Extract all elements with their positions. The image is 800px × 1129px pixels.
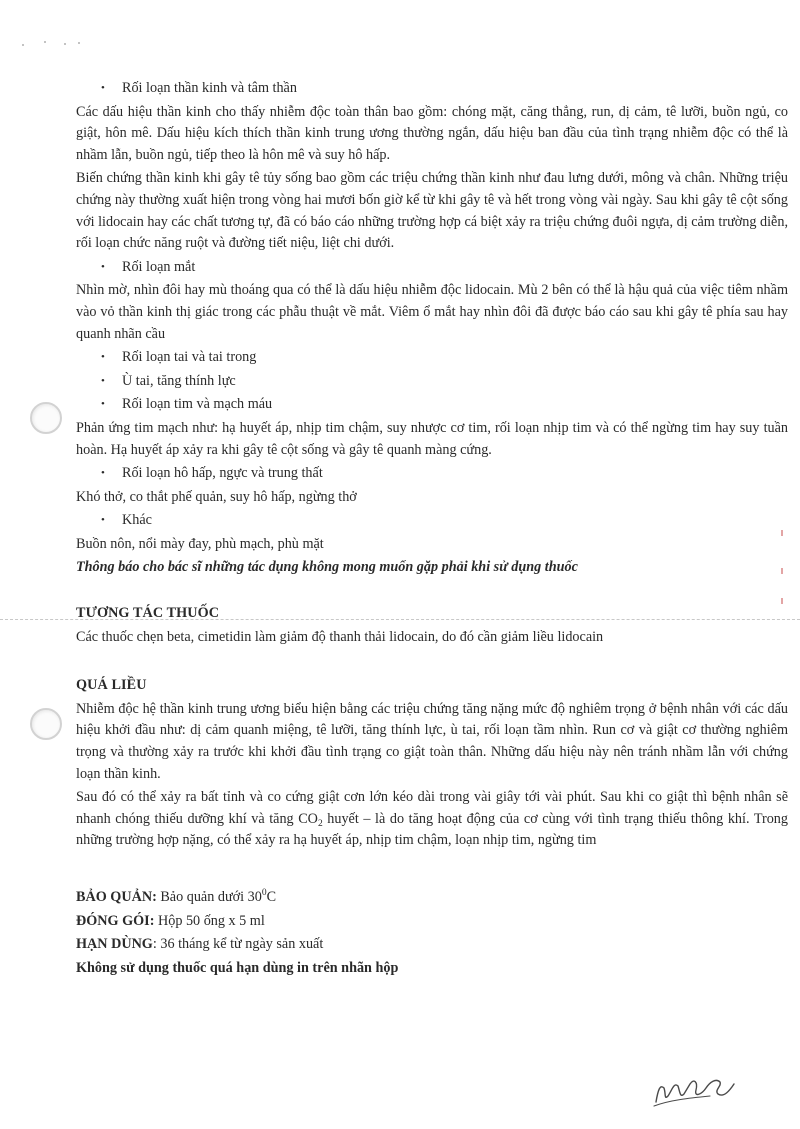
bullet-icon: •: [101, 82, 105, 94]
subsection-title: Rối loạn mắt: [122, 258, 196, 275]
scan-speck: [22, 44, 24, 46]
packaging-line: [76, 911, 788, 933]
notice-text: Thông báo cho bác sĩ những tác dụng không mong muốn gặp phải khi sử dụng thuốc: [76, 559, 578, 576]
handwritten-signature: [650, 1060, 770, 1110]
bullet-icon: •: [101, 467, 105, 480]
section-heading-overdose: QUÁ LIỀU: [76, 677, 147, 694]
subsection-title: Khác: [122, 512, 152, 529]
subsection-tinnitus: [76, 371, 788, 393]
bullet-icon: •: [101, 514, 105, 527]
packaging-value: Hộp 50 ống x 5 ml: [154, 912, 265, 929]
paragraph: Phản ứng tim mạch như: hạ huyết áp, nhịp tim chậm, suy nhược cơ tim, rối loạn nhịp tim và có thể ngừng tim hay suy tuần hoàn. Hạ huyết áp xảy ra khi gây tê cột sống và gây tê quanh màng cứng.: [76, 419, 788, 458]
bullet-icon: •: [101, 398, 105, 411]
superscript: 0: [261, 888, 267, 898]
punch-hole: [30, 708, 62, 740]
subsection-ear: [76, 347, 788, 369]
paragraph: [76, 787, 788, 852]
storage-value: Bảo quản dưới 30: [156, 889, 262, 905]
subsection-title: Ù tai, tăng thính lực: [122, 372, 236, 389]
subsection-title: Rối loạn hô hấp, ngực và trung thất: [122, 465, 323, 482]
subsection-title: Rối loạn tai và tai trong: [122, 349, 257, 366]
storage-line: [76, 887, 788, 909]
subsection-respiratory: [76, 463, 788, 485]
expiry-value: : 36 tháng kể từ ngày sản xuất: [152, 936, 324, 953]
document-body: [76, 78, 788, 979]
subsection-cardio: [76, 394, 788, 416]
scan-speck: [64, 43, 66, 45]
subsection-other: [76, 510, 788, 532]
paragraph: Nhìn mờ, nhìn đôi hay mù thoáng qua có thể là dấu hiệu nhiễm độc lidocain. Mù 2 bên có thể là hậu quả của việc tiêm nhầm vào vỏ thần kinh thị giác trong các phẫu thuật về mắt. Viêm ổ mắt hay nhìn đôi đã được báo cáo sau khi gây tê phía sau hay quanh nhãn cầu: [76, 282, 788, 342]
paragraph: Khó thở, co thắt phế quản, suy hô hấp, ngừng thở: [76, 488, 357, 505]
subsection-title: Rối loạn tim và mạch máu: [122, 396, 273, 413]
paragraph: Nhiễm độc hệ thần kinh trung ương biểu hiện bằng các triệu chứng tăng nặng mức độ nghiêm trọng ở bệnh nhân với các dấu hiệu khởi đầu như: dị cảm quanh miệng, tê lưỡi, tăng thính lực, ù tai, rối loạn tầm nhìn. Run cơ và giật cơ thường nghiêm trọng và thường xảy ra trước khi khởi đầu tình trạng co giật toàn thân. Những dấu hiệu này nên tránh nhầm lẫn với chứng loạn thần kinh.: [76, 700, 788, 782]
expiry-line: [76, 934, 788, 956]
expiry-label: HẠN DÙNG: [76, 936, 153, 953]
paragraph: Buồn nôn, nổi mày đay, phù mạch, phù mặt: [76, 535, 324, 552]
subsection-eye: [76, 257, 788, 279]
storage-label: BẢO QUẢN:: [76, 889, 157, 905]
bullet-icon: •: [101, 351, 105, 364]
subsection-nervous: [76, 78, 788, 100]
punch-hole: [30, 402, 62, 434]
subscript: 2: [317, 818, 323, 829]
scan-speck: [78, 42, 80, 44]
paragraph: Các dấu hiệu thần kinh cho thấy nhiễm độc toàn thân bao gồm: chóng mặt, căng thẳng, run, dị cảm, tê lưỡi, buồn ngủ, co giật, hôn mê. Dấu hiệu kích thích thần kinh trung ương thường ngắn, dấu hiệu ban đầu của tình trạng nhiễm độc có thể là nhầm lẫn, buồn ngủ, tiếp theo là hôn mê và suy hô hấp.: [76, 103, 788, 163]
paragraph: Các thuốc chẹn beta, cimetidin làm giảm độ thanh thải lidocain, do đó cần giảm liều lidocain: [76, 628, 604, 645]
scan-speck: [44, 41, 46, 43]
section-heading-interaction: TƯƠNG TÁC THUỐC: [76, 605, 220, 622]
bullet-icon: •: [101, 260, 105, 273]
final-warning: Không sử dụng thuốc quá hạn dùng in trên nhãn hộp: [76, 959, 399, 976]
paragraph: Biến chứng thần kinh khi gây tê tủy sống bao gồm các triệu chứng thần kinh như đau lưng dưới, mông và chân. Những triệu chứng này thường xuất hiện trong vòng hai mươi bốn giờ kể từ khi gây tê và hết trong vòng vài ngày. Sau khi gây tê cột sống với lidocain hay các chất tương tự, đã có báo cáo những trường hợp cá biệt xảy ra triệu chứng đuôi ngựa, dị cảm trường diễn, rối loạn chức năng ruột và đường tiết niệu, liệt chi dưới.: [76, 170, 788, 252]
paragraph-text: Sau đó có thể xảy ra bất tỉnh và co cứng giật cơn lớn kéo dài trong vài giây tới vài phút. Sau khi co giật thì bệnh nhân sẽ nhanh chóng thiếu dưỡng khí và tăng CO: [76, 789, 788, 827]
subsection-title: Rối loạn thần kinh và tâm thần: [122, 80, 297, 96]
bullet-icon: •: [101, 374, 105, 387]
storage-unit: C: [266, 889, 277, 905]
paragraph-text: huyết – là do tăng hoạt động của cơ cùng với tình trạng thiếu thông khí. Trong những trường hợp nặng, có thể xảy ra hạ huyết áp, nhịp tim chậm, loạn nhịp tim, ngừng tim: [76, 810, 788, 849]
packaging-label: ĐÓNG GÓI:: [76, 912, 155, 929]
